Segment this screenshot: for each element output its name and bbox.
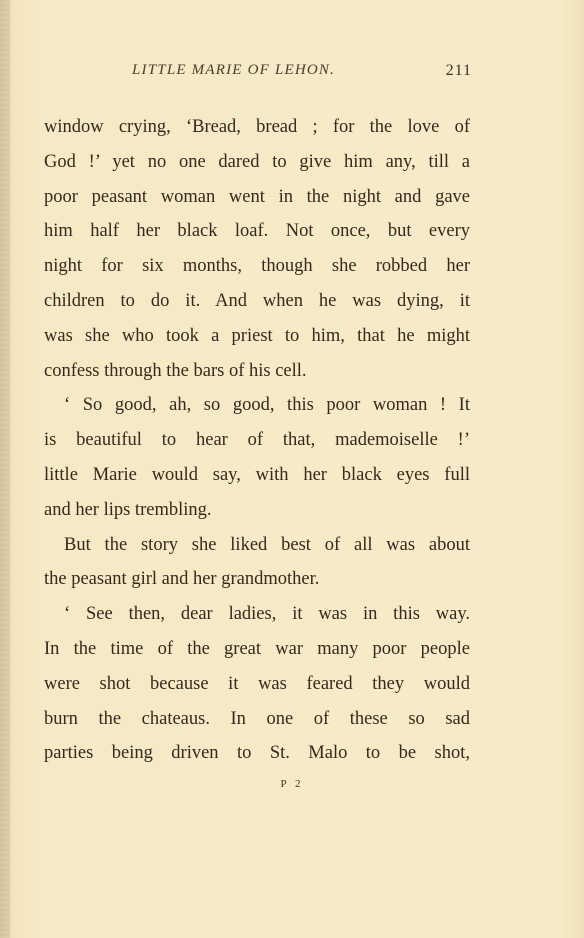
text-line: window crying, ‘Bread, bread ; for the love of (44, 117, 470, 137)
page-spine-edge (0, 0, 10, 938)
page-header (44, 62, 472, 84)
text-line: ‘ See then, dear ladies, it was in this way. (64, 604, 470, 625)
text-line: ‘ So good, ah, so good, this poor woman ! It (64, 395, 470, 416)
text-line: is beautiful to hear of that, mademoiselle !’ (44, 430, 470, 451)
text-line: children to do it. And when he was dying, it (44, 290, 470, 311)
text-line: the peasant girl and her grandmother. (44, 569, 320, 590)
text-line: was she who took a priest to him, that he might (44, 325, 470, 346)
signature-mark: P 2 (280, 778, 304, 790)
text-line: In the time of the great war many poor people (44, 638, 470, 659)
page-number: 211 (445, 62, 472, 79)
text-line: little Marie would say, with her black eyes full (44, 464, 470, 485)
text-line: confess through the bars of his cell. (44, 360, 307, 381)
text-line: God !’ yet no one dared to give him any, till a (44, 151, 470, 172)
text-line: and her lips trembling. (44, 499, 212, 520)
text-line: parties being driven to St. Malo to be shot, (44, 743, 470, 764)
running-head: LITTLE MARIE OF LEHON. (132, 62, 336, 78)
text-line: burn the chateaus. In one of these so sad (44, 708, 470, 729)
text-line: were shot because it was feared they would (44, 673, 470, 694)
text-line: him half her black loaf. Not once, but every (44, 221, 470, 242)
body-text (44, 114, 470, 775)
text-line: night for six months, though she robbed her (44, 256, 470, 277)
text-line: poor peasant woman went in the night and gave (44, 186, 470, 207)
text-line: But the story she liked best of all was about (64, 534, 470, 555)
